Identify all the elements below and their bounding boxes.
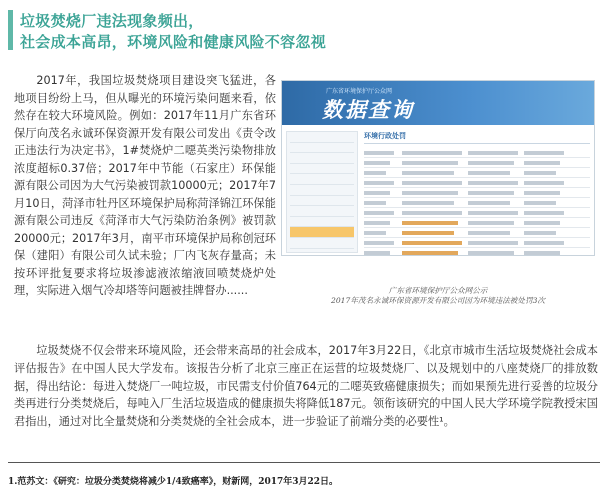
figure-sidebar-item (290, 217, 354, 228)
paragraph-pollution-cases: 2017年，我国垃圾焚烧项目建设突飞猛进，各地项目纷纷上马，但从曝光的环境污染问题来看，依然存在较大环境风险。例如：2017年11月广东省环保厅向茂名永诚环保资源开发有限公司发出《责令改正违法行为决定书》，1#焚烧炉二噁英类污染物排放浓度超标0.37倍；2017年中节能（石家庄）环保能源有限公司因为大气污染被罚款10000元；2017年7月10日，菏泽市牡丹区环境保护局称菏泽锦江环保能源有限公司违反《菏泽市大气污染防治条例》被罚款20000元；2017年3月，南平市环境保护局称创冠环保（建阳）有限公司久试未验；厂内飞灰存量高；未按环评批复要求将垃圾渗滤液浓缩液回喷焚烧炉处理，实际进入烟气冷却塔等问题被挂牌督办...... (14, 74, 276, 297)
figure-sidebar-item (290, 238, 354, 249)
figure-site-name: 广东省环境保护厅公众网 (326, 88, 393, 95)
figure-table-row (364, 179, 590, 188)
figure-table-row (364, 189, 590, 198)
figure-site-header (282, 81, 594, 125)
section-title-line-2: 社会成本高昂，环境风险和健康风险不容忽视 (20, 33, 327, 51)
figure-sidebar-item (290, 143, 354, 154)
figure-table-row (364, 229, 590, 238)
figure-table-row (364, 159, 590, 168)
title-accent-bar (8, 10, 13, 50)
section-title-block (0, 6, 607, 52)
figure-table-row (364, 169, 590, 178)
figure-table-row (364, 219, 590, 228)
figure-site-heading: 数据查询 (322, 98, 414, 122)
figure-panel-title: 环境行政处罚 (364, 131, 590, 144)
figure-record-table (364, 149, 590, 256)
figure-sidebar-item (290, 132, 354, 143)
figure-sidebar-item (290, 185, 354, 196)
footnote-divider (8, 462, 600, 463)
figure-table-row (364, 149, 590, 158)
figure-main-panel (364, 131, 590, 253)
figure-sidebar-item (290, 174, 354, 185)
figure-table-row (364, 249, 590, 256)
figure-sidebar-item (290, 196, 354, 207)
footnote: 1.范苏文：《研究：垃圾分类焚烧将减少1/4致癌率》，财新网，2017年3月22日。 (8, 477, 339, 487)
figure-sidebar-item (290, 153, 354, 164)
figure-caption-line-1: 广东省环境保护厅公众网公示 (388, 286, 488, 295)
figure-caption (281, 286, 595, 306)
figure-table-row (364, 239, 590, 248)
figure-sidebar-item (290, 206, 354, 217)
figure-table-row (364, 209, 590, 218)
section-title-line-1: 垃圾焚烧厂违法现象频出， (20, 12, 204, 30)
figure-caption-line-2: 2017年茂名永诚环保资源开发有限公司因为环境违法被处罚3次 (331, 296, 545, 305)
screenshot-figure (281, 80, 595, 256)
figure-sidebar-menu (286, 131, 358, 253)
paragraph-social-cost: 垃圾焚烧不仅会带来环境风险，还会带来高昂的社会成本，2017年3月22日，《北京市城市生活垃圾焚烧社会成本评估报告》在中国人民大学发布。该报告分析了北京三座正在运营的垃圾焚烧厂、以及规划中的八座焚烧厂的排放数据，得出结论：每进入焚烧厂一吨垃圾，市民需支付价值764元的二噁英致癌健康损失；而如果预先进行妥善的垃圾分类再进行分类焚烧后，每吨入厂生活垃圾造成的健康损失将降低187元。领衔该研究的中国人民大学环境学院教授宋国君指出，通过对比全量焚烧和分类焚烧的全社会成本，进一步验证了前端分类的必要性¹。 (14, 344, 598, 429)
figure-sidebar-item (290, 164, 354, 175)
figure-sidebar-item (290, 227, 354, 238)
figure-table-row (364, 199, 590, 208)
